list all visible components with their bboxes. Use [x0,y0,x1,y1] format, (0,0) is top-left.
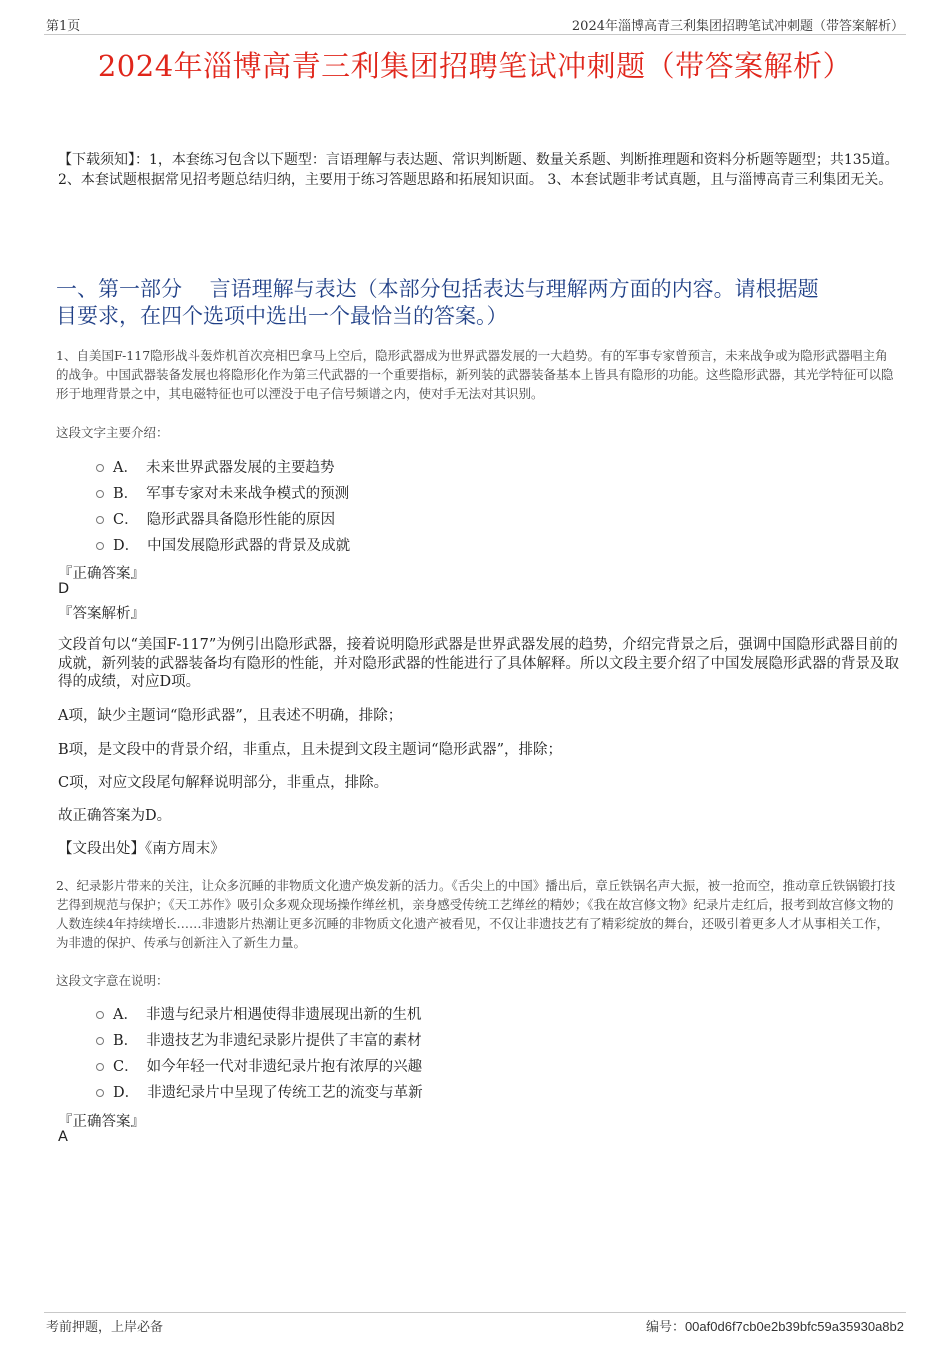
question-1-options [96,455,350,555]
question-1-text: 1、自美国F-117隐形战斗轰炸机首次亮相巴拿马上空后，隐形武器成为世界武器发展的一大趋势。有的军事专家曾预言，未来战争或为隐形武器唱主角的战争。中国武器装备发展也将隐形化作为第三代武器的一个重要指标，新列装的武器装备基本上皆具有隐形的功能。这些隐形武器，其光学特征可以隐形于地理背景之中，其电磁特征也可以湮没于电子信号频谱之内，使对手无法对其识别。 [56,348,894,401]
option-letter: D． [113,1084,140,1101]
option-c[interactable] [96,507,350,529]
footer-code-value: 00af0d6f7cb0e2b39bfc59a35930a8b2 [684,1319,904,1334]
option-letter: B． [113,485,139,502]
option-text: 军事专家对未来战争模式的预测 [146,485,350,502]
analysis-option-b: B项，是文段中的背景介绍，非重点，且未提到文段主题词“隐形武器”，排除； [58,742,562,758]
analysis-conclusion: 故正确答案为D。 [58,808,172,824]
analysis-option-a: A项，缺少主题词“隐形武器”，且表述不明确，排除； [58,708,403,724]
answer-label: 『正确答案』 [58,566,145,582]
page-number: 第1页 [46,19,81,34]
analysis-option-c: C项，对应文段尾句解释说明部分，非重点，排除。 [58,775,389,791]
answer-label: 『正确答案』 [58,1114,145,1130]
radio-button[interactable] [96,490,104,498]
radio-button[interactable] [96,1037,104,1045]
question-2-text: 2、纪录影片带来的关注，让众多沉睡的非物质文化遗产焕发新的活力。《舌尖上的中国》播出后，章丘铁锅名声大振，被一抢而空，推动章丘铁锅锻打技艺得到规范与保护；《天工苏作》吸引众多观众现场操作缂丝机，亲身感受传统工艺缂丝的精妙；《我在故宫修文物》纪录片走红后，报考到故宫修文物的人数连续4年持续增长……非遗影片热潮让更多沉睡的非物质文化遗产被看见，不仅让非遗技艺有了精彩绽放的舞台，还吸引着更多人才从事相关工作，为非遗的保护、传承与创新注入了新生力量。 [56,878,896,950]
option-b[interactable] [96,481,350,503]
footer-divider [44,1312,906,1313]
option-a[interactable] [96,1002,423,1024]
radio-button[interactable] [96,542,104,550]
analysis-text: 文段首句以“美国F-117”为例引出隐形武器，接着说明隐形武器是世界武器发展的趋势，介绍完背景之后，强调中国隐形武器目前的成就，新列装的武器装备均有隐形的性能，并对隐形武器的性能进行了具体解释。所以文段主要介绍了中国发展隐形武器的背景及取得的成绩，对应D项。 [58,637,899,690]
section-heading-line1: 一、第一部分 言语理解与表达（本部分包括表达与理解两方面的内容。请根据题 [56,277,819,301]
option-text: 非遗技艺为非遗纪录影片提供了丰富的素材 [146,1032,422,1049]
page-title: 2024年淄博高青三利集团招聘笔试冲刺题（带答案解析） [97,49,853,83]
question-2-options [96,1002,423,1102]
analysis-label: 『答案解析』 [58,606,145,622]
header-divider [44,34,906,35]
text-source: 【文段出处】《南方周末》 [58,841,225,857]
option-letter: C． [113,511,139,528]
option-text: 隐形武器具备隐形性能的原因 [146,511,336,528]
question-2-prompt: 这段文字意在说明： [56,973,169,988]
download-notice: 【下载须知】：1，本套练习包含以下题型：言语理解与表达题、常识判断题、数量关系题、判断推理题和资料分析题等题型；共135道。 2、本套试题根据常见招考题总结归纳，主要用于练习答题思路和拓展知识面。 3、本套试题非考试真题，且与淄博高青三利集团无关。 [58,152,899,188]
option-text: 非遗纪录片中呈现了传统工艺的流变与革新 [147,1084,423,1101]
option-d[interactable] [96,1080,423,1102]
footer-code-label: 编号： [645,1320,685,1335]
option-d[interactable] [96,533,350,555]
option-text: 未来世界武器发展的主要趋势 [145,459,335,476]
answer-value: D [58,581,70,597]
radio-button[interactable] [96,1011,104,1019]
option-text: 如今年轻一代对非遗纪录片抱有浓厚的兴趣 [146,1058,423,1075]
radio-button[interactable] [96,464,104,472]
option-a[interactable] [96,455,350,477]
option-c[interactable] [96,1054,423,1076]
option-text: 非遗与纪录片相遇使得非遗展现出新的生机 [145,1006,422,1023]
option-letter: A． [113,459,138,476]
option-b[interactable] [96,1028,423,1050]
option-text: 中国发展隐形武器的背景及成就 [147,537,351,554]
question-1-prompt: 这段文字主要介绍： [56,425,169,440]
section-heading [56,276,906,330]
footer-slogan: 考前押题，上岸必备 [46,1320,164,1335]
option-letter: B． [113,1032,139,1049]
footer-code [646,1316,904,1335]
radio-button[interactable] [96,1063,104,1071]
radio-button[interactable] [96,516,104,524]
option-letter: D． [113,537,140,554]
header-doc-title: 2024年淄博高青三利集团招聘笔试冲刺题（带答案解析） [571,19,904,34]
answer-value: A [58,1129,68,1145]
option-letter: C． [113,1058,139,1075]
radio-button[interactable] [96,1089,104,1097]
option-letter: A． [113,1006,138,1023]
section-heading-line2: 目要求，在四个选项中选出一个最恰当的答案。） [56,304,508,328]
